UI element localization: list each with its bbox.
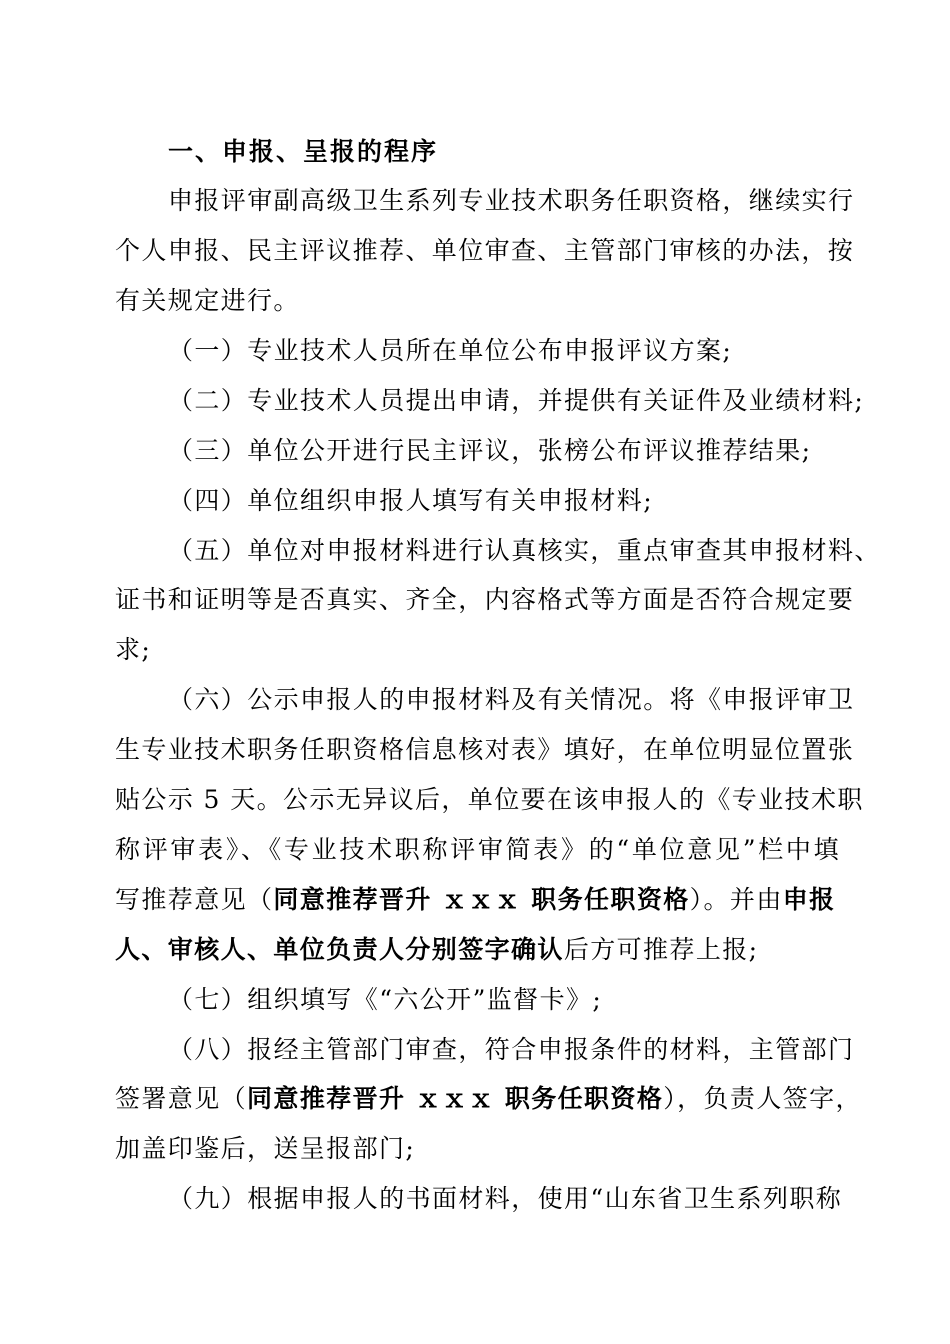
item-2: （二）专业技术人员提出申请，并提供有关证件及业绩材料; xyxy=(168,386,865,415)
item-5-line-2: 证书和证明等是否真实、齐全，内容格式等方面是否符合规定要 xyxy=(115,585,855,614)
item-6-bold-signers: 人、审核人、单位负责人分别签字确认 xyxy=(115,935,564,964)
item-6-line-5-text-a: 写推荐意见（ xyxy=(115,885,274,914)
item-7: （七）组织填写《“六公开”监督卡》; xyxy=(168,985,603,1014)
item-8-bold-phrase: 同意推荐晋升 ｘｘｘ 职务任职资格 xyxy=(247,1084,664,1113)
item-3: （三）单位公开进行民主评议，张榜公布评议推荐结果; xyxy=(168,436,812,465)
section-heading: 一、申报、呈报的程序 xyxy=(168,137,439,166)
intro-line-2: 个人申报、民主评议推荐、单位审查、主管部门审核的办法，按 xyxy=(115,236,855,265)
item-4: （四）单位组织申报人填写有关申报材料; xyxy=(168,486,654,515)
item-6-line-6-text: 后方可推荐上报; xyxy=(563,935,759,964)
item-6-line-3: 贴公示 5 天。公示无异议后，单位要在该申报人的《专业技术职 xyxy=(115,785,864,814)
item-6-bold-phrase: 同意推荐晋升 ｘｘｘ 职务任职资格 xyxy=(273,885,690,914)
item-6-line-4: 称评审表》、《专业技术职称评审简表》的“单位意见”栏中填 xyxy=(115,835,840,864)
item-6-line-1: （六）公示申报人的申报材料及有关情况。将《申报评审卫 xyxy=(168,685,855,714)
item-6-line-6 xyxy=(115,933,840,967)
intro-line-3: 有关规定进行。 xyxy=(115,286,300,315)
item-5-line-1: （五）单位对申报材料进行认真核实，重点审查其申报材料、 xyxy=(168,536,881,565)
item-9-line-1: （九）根据申报人的书面材料，使用“山东省卫生系列职称 xyxy=(168,1184,843,1213)
item-6-line-5-text-c: ）。并由 xyxy=(689,885,783,914)
item-6-line-2: 生专业技术职务任职资格信息核对表》填好，在单位明显位置张 xyxy=(115,735,855,764)
item-8-line-3: 加盖印鉴后，送呈报部门; xyxy=(115,1134,416,1163)
item-8-line-2 xyxy=(115,1082,862,1116)
item-5-line-3: 求; xyxy=(115,635,152,664)
intro-line-1: 申报评审副高级卫生系列专业技术职务任职资格，继续实行 xyxy=(168,186,855,215)
item-6-bold-start: 申报 xyxy=(782,885,836,914)
item-8-line-1: （八）报经主管部门审查，符合申报条件的材料，主管部门 xyxy=(168,1035,855,1064)
item-8-line-2-text-a: 签署意见（ xyxy=(115,1084,248,1113)
item-1: （一）专业技术人员所在单位公布申报评议方案; xyxy=(168,336,733,365)
item-8-line-2-text-c: ），负责人签字， xyxy=(663,1084,862,1113)
item-6-line-5 xyxy=(115,883,840,917)
